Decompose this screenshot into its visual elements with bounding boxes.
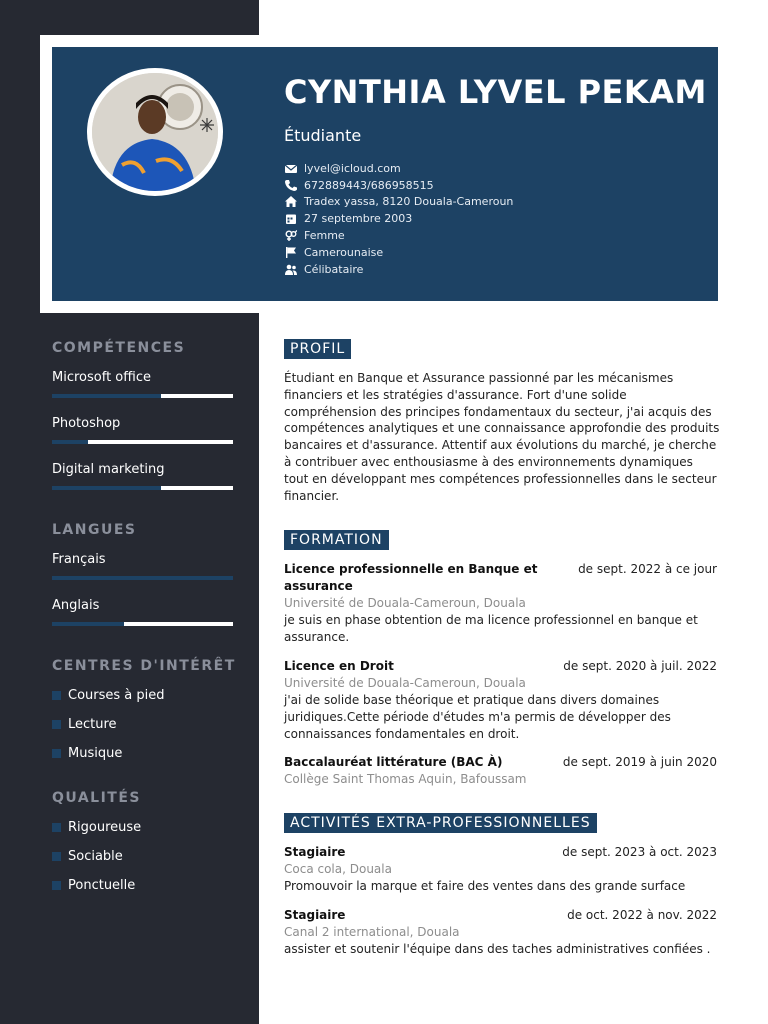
contact-gender-text: Femme [304, 229, 345, 243]
formation-entry-title: Baccalauréat littérature (BAC À) [284, 755, 503, 769]
activity-entry-title: Stagiaire [284, 908, 346, 922]
contact-birthdate-text: 27 septembre 2003 [304, 212, 413, 226]
skill-label: Photoshop [52, 416, 121, 431]
gender-icon [284, 230, 298, 242]
contact-marital-status [284, 261, 513, 278]
activity-entry-date: de sept. 2023 à oct. 2023 [562, 845, 717, 859]
language-bar [52, 622, 233, 626]
interest-item [52, 688, 165, 703]
skill-bar-fill [52, 394, 161, 398]
skill-bar [52, 440, 233, 444]
contact-nationality [284, 244, 513, 261]
calendar-icon [284, 213, 298, 225]
activity-entry-org: Coca cola, Douala [284, 862, 392, 876]
contact-address-text: Tradex yassa, 8120 Douala-Cameroun [304, 195, 514, 209]
flag-icon [284, 246, 298, 258]
languages-heading: LANGUES [52, 522, 137, 538]
formation-entry-date: de sept. 2022 à ce jour [578, 562, 717, 576]
contact-address [284, 194, 513, 211]
contact-nationality-text: Camerounaise [304, 245, 384, 259]
interest-item [52, 717, 117, 732]
language-bar-fill [52, 622, 124, 626]
quality-label: Sociable [68, 849, 123, 864]
profile-photo [92, 73, 218, 191]
language-bar-fill [52, 576, 233, 580]
formation-entry-org: Université de Douala-Cameroun, Douala [284, 596, 526, 610]
bullet-square [52, 749, 61, 758]
activity-entry-org: Canal 2 international, Douala [284, 925, 460, 939]
envelope-icon [284, 162, 298, 174]
language-bar [52, 576, 233, 580]
activity-entry-desc: assister et soutenir l'équipe dans des taches administratives confiées . [284, 942, 711, 956]
activities-heading: ACTIVITÉS EXTRA-PROFESSIONNELLES [284, 813, 597, 833]
contact-email-text: lyvel@icloud.com [304, 161, 401, 175]
profile-text: Étudiant en Banque et Assurance passionné par les mécanismes financiers et les stratégies d'assurance. Fort d'une solide compréhension des principes fondamentaux du secteur, j'ai acquis des compétences analytiques et une connaissance approfondie des produits bancaires et d'assurance. Attentif aux évolutions du marché, je cherche à contribuer avec enthousiasme à des environnements dynamiques tout en développant mes compétences professionnelles dans le secteur financier. [284, 371, 720, 503]
bullet-square [52, 691, 61, 700]
candidate-name: CYNTHIA LYVEL PEKAM [284, 73, 707, 111]
formation-entry-desc: j'ai de solide base théorique et pratique dans divers domaines juridiques.Cette période d'études m'a permis de développer des connaissances fondamentales en droit. [284, 693, 671, 741]
contact-email [284, 160, 513, 177]
formation-heading: FORMATION [284, 530, 389, 550]
interest-label: Courses à pied [68, 688, 165, 703]
candidate-title: Étudiante [284, 126, 362, 145]
skill-label: Digital marketing [52, 462, 165, 477]
users-icon [284, 263, 298, 275]
quality-item [52, 820, 141, 835]
activity-entry-desc: Promouvoir la marque et faire des ventes dans des grande surface [284, 879, 686, 893]
qualities-heading: QUALITÉS [52, 790, 141, 806]
language-label: Anglais [52, 598, 100, 613]
formation-entry-desc: je suis en phase obtention de ma licence professionnel en banque et assurance. [284, 613, 698, 644]
skill-bar [52, 394, 233, 398]
skill-bar-fill [52, 440, 88, 444]
activity-entry-date: de oct. 2022 à nov. 2022 [567, 908, 717, 922]
skill-label: Microsoft office [52, 370, 151, 385]
quality-item [52, 878, 135, 893]
language-label: Français [52, 552, 106, 567]
formation-entry-org: Collège Saint Thomas Aquin, Bafoussam [284, 772, 527, 786]
interest-label: Lecture [68, 717, 117, 732]
formation-entry-title: Licence professionnelle en Banque et assurance [284, 562, 538, 593]
activity-entry-title: Stagiaire [284, 845, 346, 859]
formation-entry-org: Université de Douala-Cameroun, Douala [284, 676, 526, 690]
quality-label: Ponctuelle [68, 878, 136, 893]
quality-item [52, 849, 123, 864]
profile-heading: PROFIL [284, 339, 351, 359]
skill-bar [52, 486, 233, 490]
contact-birthdate [284, 210, 513, 227]
contact-gender [284, 227, 513, 244]
contact-phone [284, 177, 513, 194]
formation-entry-date: de sept. 2019 à juin 2020 [562, 755, 717, 769]
interest-label: Musique [68, 746, 123, 761]
bullet-square [52, 720, 61, 729]
contact-phone-text: 672889443/686958515 [304, 178, 434, 192]
contact-marital-status-text: Célibataire [304, 262, 364, 276]
home-icon [284, 196, 298, 208]
phone-icon [284, 179, 298, 191]
bullet-square [52, 852, 61, 861]
bullet-square [52, 823, 61, 832]
skills-heading: COMPÉTENCES [52, 340, 186, 356]
bullet-square [52, 881, 61, 890]
contact-list [284, 160, 513, 278]
formation-entry-date: de sept. 2020 à juil. 2022 [563, 659, 717, 673]
skill-bar-fill [52, 486, 161, 490]
interests-heading: CENTRES D'INTÉRÊT [52, 658, 236, 674]
interest-item [52, 746, 122, 761]
formation-entry-title: Licence en Droit [284, 659, 394, 673]
quality-label: Rigoureuse [68, 820, 142, 835]
